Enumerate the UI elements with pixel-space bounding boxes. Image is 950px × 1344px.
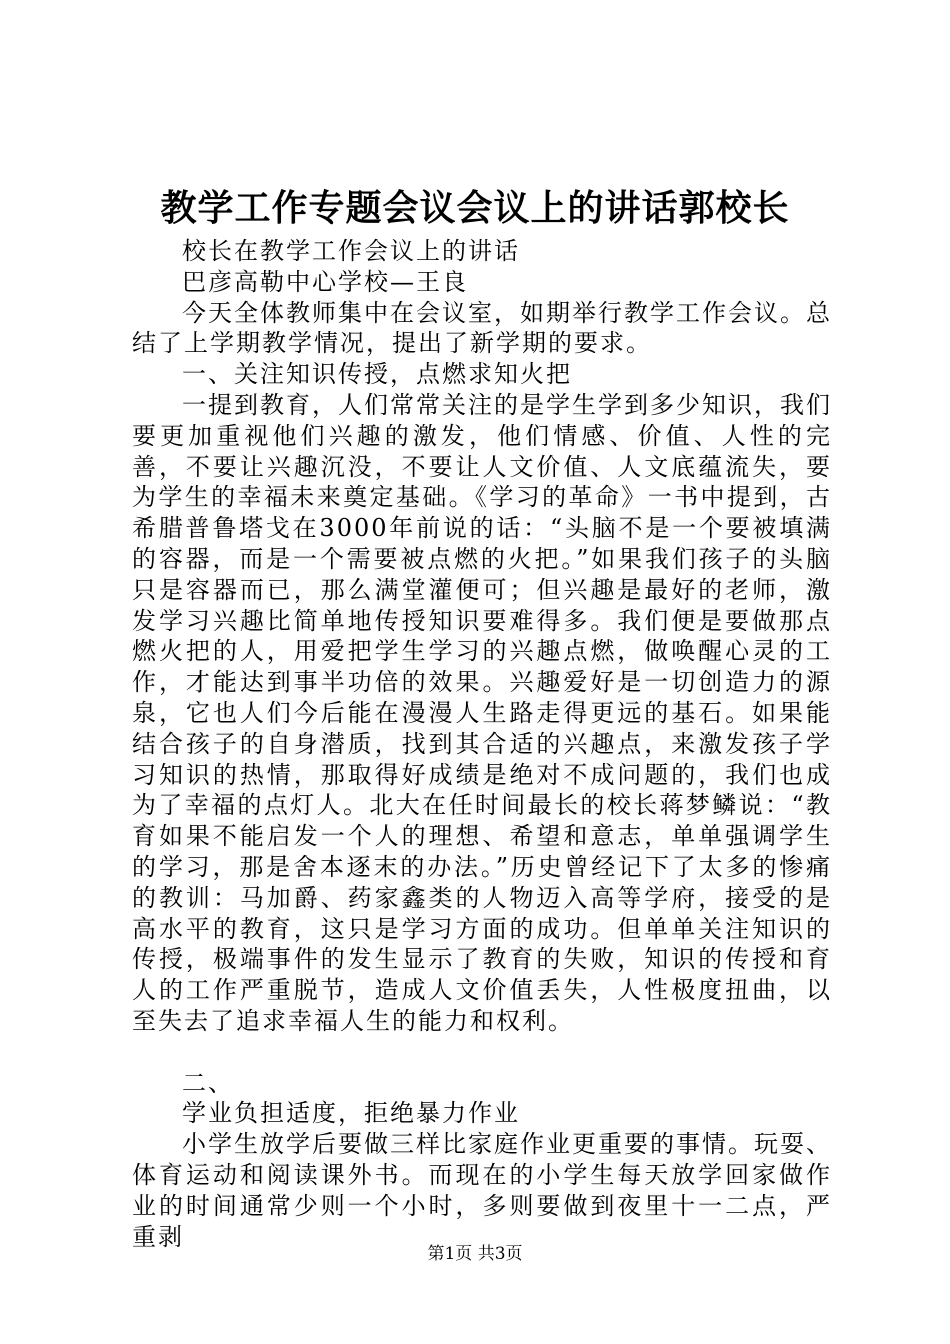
paragraph-intro: 今天全体教师集中在会议室，如期举行教学工作会议。总结了上学期教学情况，提出了新学期的要求。 bbox=[132, 298, 832, 358]
page-footer: 第1页 共3页 bbox=[427, 1244, 523, 1264]
section-heading-1: 一、关注知识传授，点燃求知火把 bbox=[182, 360, 572, 389]
paragraph-subtitle: 校长在教学工作会议上的讲话 bbox=[182, 237, 520, 265]
section-number-2: 二、 bbox=[182, 1068, 234, 1097]
document-body bbox=[132, 236, 832, 1252]
section-heading-2: 学业负担适度，拒绝暴力作业 bbox=[182, 1099, 520, 1128]
paragraph-author: 巴彦高勒中心学校—王良 bbox=[182, 267, 468, 296]
paragraph-section-1: 一提到教育，人们常常关注的是学生学到多少知识，我们要更加重视他们兴趣的激发，他们情感、价值、人性的完善，不要让兴趣沉没，不要让人文价值、人文底蕴流失，要为学生的幸福未来奠定基础。《学习的革命》一书中提到，古希腊普鲁塔戈在3000年前说的话：“头脑不是一个要被填满的容器，而是一个需要被点燃的火把。”如果我们孩子的头脑只是容器而已，那么满堂灌便可；但兴趣是最好的老师，激发学习兴趣比简单地传授知识要难得多。我们便是要做那点燃火把的人，用爱把学生学习的兴趣点燃，做唤醒心灵的工作，才能达到事半功倍的效果。兴趣爱好是一切创造力的源泉，它也人们今后能在漫漫人生路走得更远的基石。如果能结合孩子的自身潜质，找到其合适的兴趣点，来激发孩子学习知识的热情，那取得好成绩是绝对不成问题的，我们也成为了幸福的点灯人。北大在任时间最长的校长蒋梦鳞说：“教育如果不能启发一个人的理想、希望和意志，单单强调学生的学习，那是舍本逐末的办法。”历史曾经记下了太多的惨痛的教训：马加爵、药家鑫类的人物迈入高等学府，接受的是高水平的教育，这只是学习方面的成功。但单单关注知识的传授，极端事件的发生显示了教育的失败，知识的传授和育人的工作严重脱节，造成人文价值丢失，人性极度扭曲，以至失去了追求幸福人生的能力和权利。 bbox=[132, 390, 832, 1035]
paragraph-section-2: 小学生放学后要做三样比家庭作业更重要的事情。玩耍、体育运动和阅读课外书。而现在的小学生每天放学回家做作业的时间通常少则一个小时，多则要做到夜里十一二点，严重剥 bbox=[132, 1130, 832, 1251]
document-title: 教学工作专题会议会议上的讲话郭校长 bbox=[160, 187, 790, 229]
